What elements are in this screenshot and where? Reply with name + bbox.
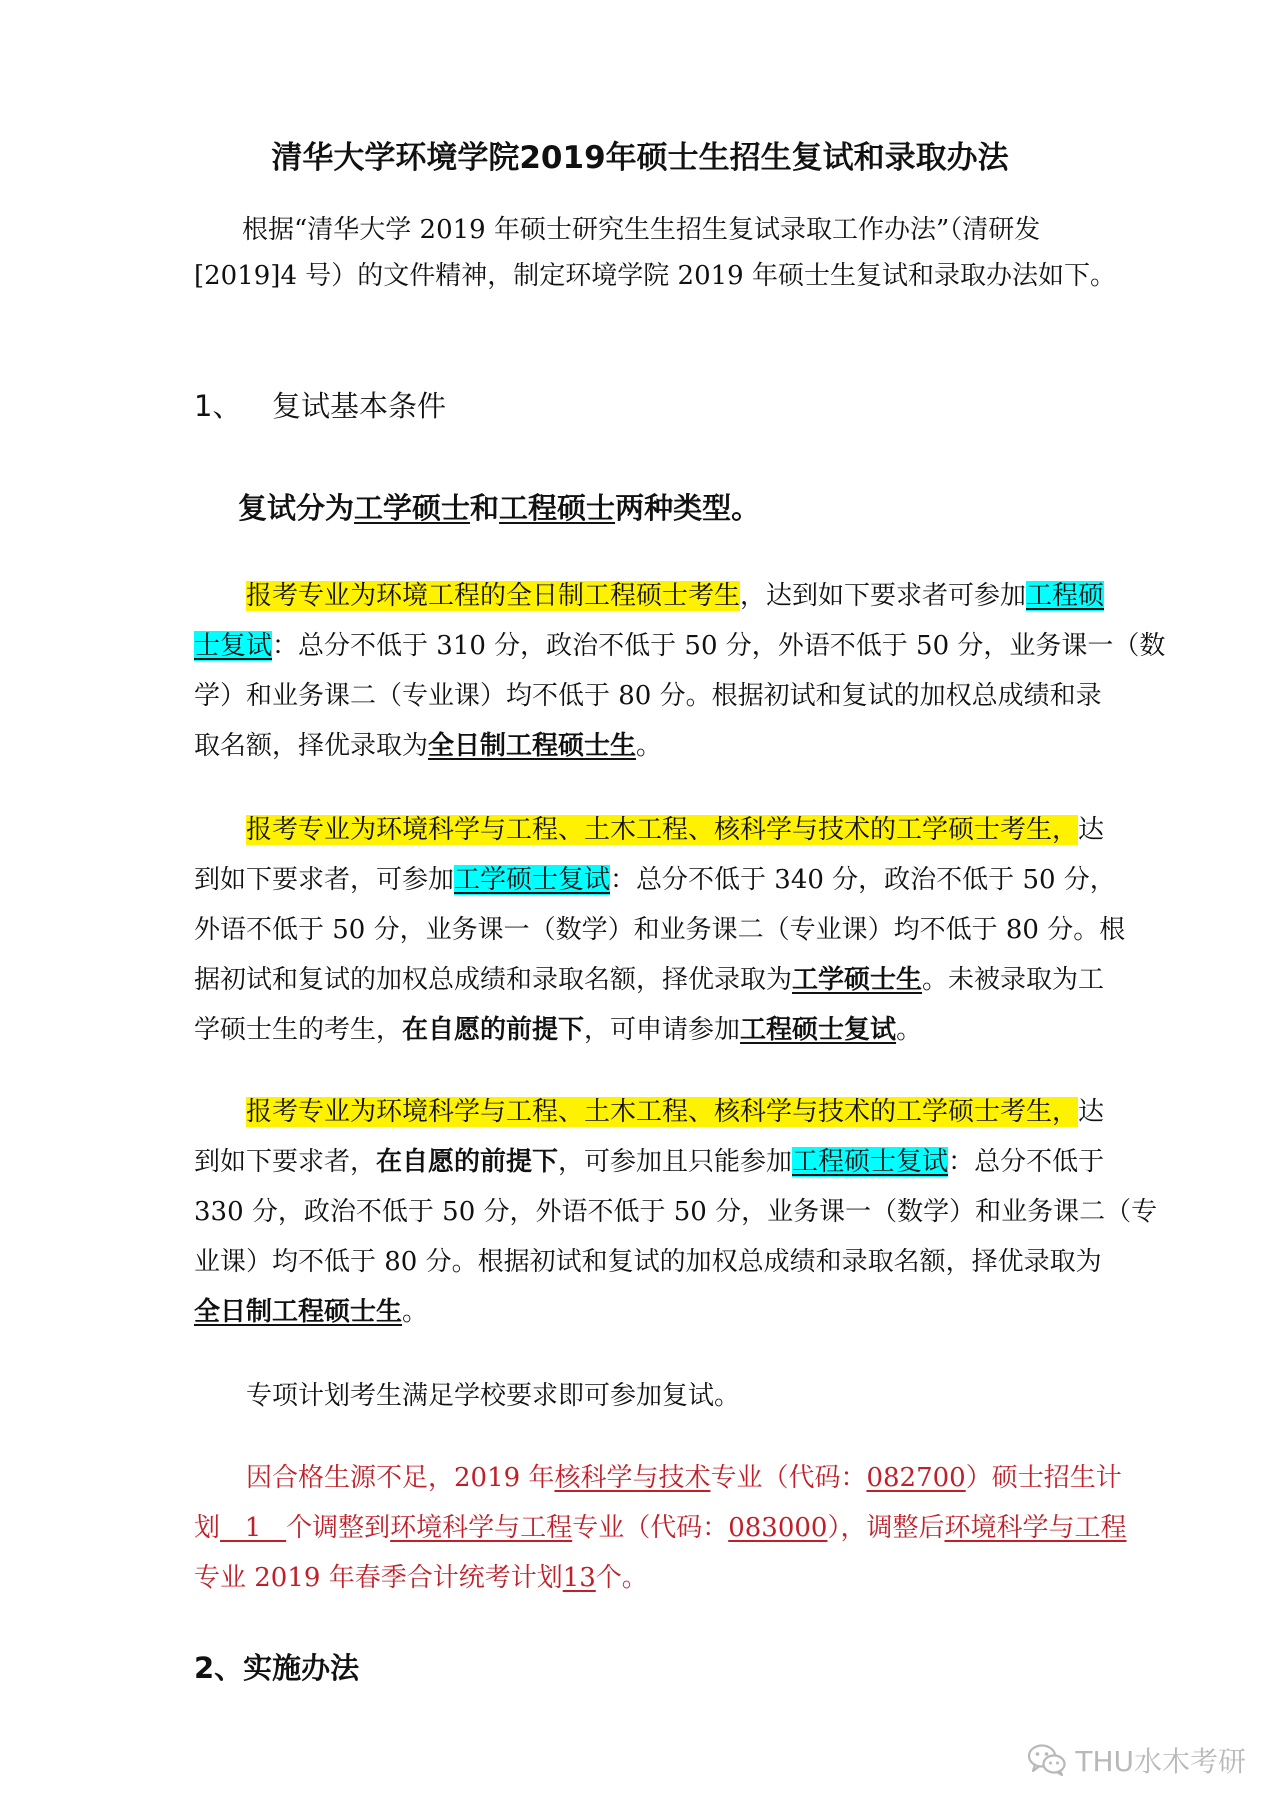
watermark-text: THU水木考研 [1075, 1745, 1246, 1778]
para1-line-2: 士复试：总分不低于 310 分，政治不低于 50 分，外语不低于 50 分，业务课一（数 [194, 631, 1166, 661]
highlight-cyan: 工程硕士复试 [792, 1147, 949, 1177]
term-academic-master: 工学硕士 [354, 491, 471, 525]
underlined-term: 环境科学与工程 [944, 1513, 1127, 1543]
para2-line-2: 到如下要求者，可参加工学硕士复试：总分不低于 340 分，政治不低于 50 分， [194, 865, 1116, 895]
term-professional-master: 工程硕士 [499, 491, 616, 525]
para3-line-4: 业课）均不低于 80 分。根据初试和复试的加权总成绩和录取名额，择优录取为 [194, 1247, 1102, 1277]
underlined-term: 工学硕士生 [792, 965, 923, 995]
underlined-code: 083000 [728, 1513, 828, 1543]
section-1-heading: 复试基本条件 [272, 389, 447, 423]
underlined-term: 全日制工程硕士生 [428, 731, 637, 761]
underlined-term: 工程硕士复试 [740, 1015, 897, 1045]
para2-line-5: 学硕士生的考生，在自愿的前提下，可申请参加工程硕士复试。 [194, 1015, 923, 1045]
highlight-cyan: 士复试 [194, 631, 273, 661]
watermark [1027, 1740, 1246, 1780]
para3-line-1: 报考专业为环境科学与工程、土木工程、核科学与技术的工学硕士考生，达 [246, 1097, 1105, 1127]
para3-line-2: 到如下要求者，在自愿的前提下，可参加且只能参加工程硕士复试：总分不低于 [194, 1147, 1105, 1177]
section-1-number: 1、 [194, 389, 242, 423]
subheading: 复试分为工学硕士和工程硕士两种类型。 [238, 491, 761, 525]
para3-line-5: 全日制工程硕士生。 [194, 1297, 429, 1327]
section-2-heading: 2、实施办法 [194, 1651, 360, 1685]
wechat-icon [1027, 1743, 1067, 1777]
highlight-yellow: 报考专业为环境科学与工程、土木工程、核科学与技术的工学硕士考生， [246, 1097, 1079, 1127]
para1-line-4: 取名额，择优录取为全日制工程硕士生。 [194, 731, 663, 761]
underlined-number: 13 [562, 1563, 596, 1593]
highlight-cyan: 工学硕士复试 [454, 865, 611, 895]
intro-line-2: [2019]4 号）的文件精神，制定环境学院 2019 年硕士生复试和录取办法如下。 [194, 261, 1116, 291]
intro-line-1: 根据“清华大学 2019 年硕士研究生生招生复试录取工作办法”（清研发 [242, 215, 1041, 245]
page-title: 清华大学环境学院2019年硕士生招生复试和录取办法 [271, 140, 1009, 176]
underlined-code: 082700 [866, 1463, 966, 1493]
para2-line-4: 据初试和复试的加权总成绩和录取名额，择优录取为工学硕士生。未被录取为工 [194, 965, 1105, 995]
underlined-term: 环境科学与工程 [390, 1513, 573, 1543]
para1-line-1: 报考专业为环境工程的全日制工程硕士考生，达到如下要求者可参加工程硕 [246, 581, 1105, 611]
para5-line-1: 因合格生源不足，2019 年核科学与技术专业（代码：082700）硕士招生计 [246, 1463, 1122, 1493]
para5-line-3: 专业 2019 年春季合计统考计划13个。 [194, 1563, 648, 1593]
para2-line-3: 外语不低于 50 分，业务课一（数学）和业务课二（专业课）均不低于 80 分。根 [194, 915, 1126, 945]
highlight-yellow: 报考专业为环境工程的全日制工程硕士考生 [246, 581, 741, 611]
para5-line-2: 划 1 个调整到环境科学与工程专业（代码：083000），调整后环境科学与工程 [194, 1513, 1127, 1543]
para4: 专项计划考生满足学校要求即可参加复试。 [246, 1381, 741, 1411]
highlight-yellow: 报考专业为环境科学与工程、土木工程、核科学与技术的工学硕士考生， [246, 815, 1079, 845]
para2-line-1: 报考专业为环境科学与工程、土木工程、核科学与技术的工学硕士考生，达 [246, 815, 1105, 845]
para3-line-3: 330 分，政治不低于 50 分，外语不低于 50 分，业务课一（数学）和业务课二（专 [194, 1197, 1158, 1227]
highlight-cyan: 工程硕 [1026, 581, 1105, 611]
underlined-number: 1 [220, 1513, 287, 1543]
underlined-term: 核科学与技术 [554, 1463, 711, 1493]
para1-line-3: 学）和业务课二（专业课）均不低于 80 分。根据初试和复试的加权总成绩和录 [194, 681, 1102, 711]
underlined-term: 全日制工程硕士生 [194, 1297, 403, 1327]
